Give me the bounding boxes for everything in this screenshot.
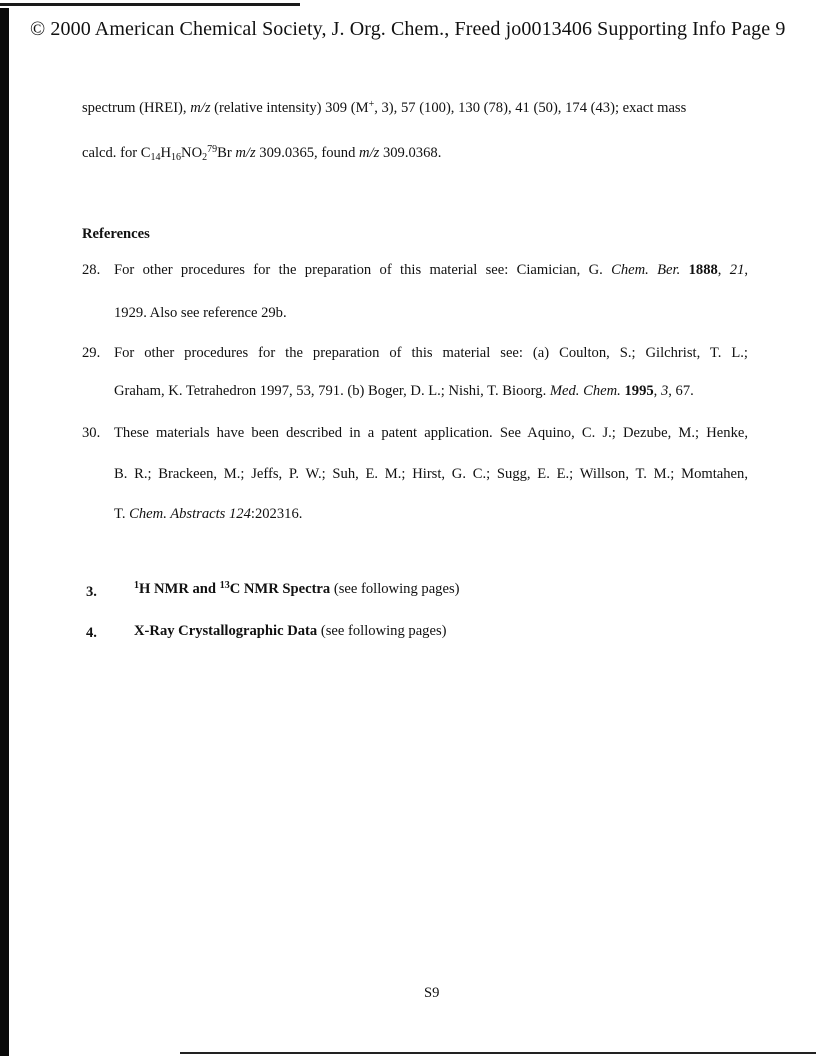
spectrum-line-1: [82, 100, 686, 117]
section-number: 3.: [86, 584, 97, 600]
text-run: These materials have been described in a patent application. See Aquino, C. J.; Dezube, M.; Henke,: [114, 425, 748, 441]
year-bold: 1888: [688, 262, 718, 278]
text-run: (relative intensity) 309 (M: [210, 100, 369, 116]
scan-bottom-edge: [180, 1052, 816, 1054]
text-run: 309.0368.: [379, 145, 442, 161]
reference-number: 29.: [82, 345, 101, 361]
superscript: 1: [134, 580, 139, 591]
reference-30-line-1: [114, 425, 748, 442]
superscript: 79: [207, 144, 218, 155]
text-run: T.: [114, 506, 130, 522]
journal-italic: Chem. Ber.: [611, 262, 681, 278]
text-run: , 67.: [668, 383, 694, 399]
text-run: :202316.: [250, 506, 303, 522]
journal-italic: Med. Chem.: [549, 383, 621, 399]
references-heading: References: [82, 226, 150, 242]
mz-italic: m/z: [190, 100, 211, 116]
year-bold: 1995: [624, 383, 654, 399]
text-run: Graham, K. Tetrahedron 1997, 53, 791. (b) Boger, D. L.; Nishi, T. Bioorg.: [114, 383, 550, 399]
text-run: 309.0365, found: [255, 145, 360, 161]
text-run: NO: [181, 145, 203, 161]
text-run: ,: [744, 262, 749, 278]
subscript: 16: [171, 152, 182, 163]
section-number: 4.: [86, 625, 97, 641]
text-run: C NMR Spectra: [229, 581, 331, 597]
reference-30-line-3: [114, 506, 302, 523]
mz-italic: m/z: [235, 145, 256, 161]
text-run: X-Ray Crystallographic Data: [134, 623, 318, 639]
scan-top-edge: [0, 0, 816, 9]
journal-italic: Chem. Abstracts 124: [129, 506, 251, 522]
reference-number: 28.: [82, 262, 101, 278]
text-run: H: [160, 145, 172, 161]
reference-30-line-2: [114, 466, 748, 483]
volume-italic: 3: [660, 383, 669, 399]
page-number: S9: [424, 985, 440, 1001]
spectrum-line-2: [82, 145, 441, 162]
subscript: 14: [150, 152, 161, 163]
text-run: For other procedures for the preparation of this material see: (a) Coulton, S.; Gilchrist, T. L.;: [114, 345, 748, 361]
reference-number: 30.: [82, 425, 101, 441]
scan-left-edge: [0, 8, 9, 1056]
reference-28-line-2: 1929. Also see reference 29b.: [114, 305, 287, 321]
section-4-title: [134, 623, 447, 640]
mz-italic: m/z: [359, 145, 380, 161]
subscript: 2: [202, 152, 208, 163]
text-run: For other procedures for the preparation of this material see: Ciamician, G.: [114, 262, 612, 278]
reference-29-line-2: [114, 383, 694, 400]
text-run: B. R.; Brackeen, M.; Jeffs, P. W.; Suh, E. M.; Hirst, G. C.; Sugg, E. E.; Willson, T. M.; Momtahen,: [114, 466, 748, 482]
text-run: (see following pages): [330, 581, 460, 597]
text-run: (see following pages): [317, 623, 447, 639]
section-3-title: [134, 581, 459, 598]
text-run: , 3), 57 (100), 130 (78), 41 (50), 174 (43); exact mass: [374, 100, 687, 116]
text-run: ,: [653, 383, 661, 399]
volume-italic: 21: [729, 262, 745, 278]
superscript: 13: [219, 580, 230, 591]
superscript: +: [368, 99, 375, 110]
text-run: spectrum (HREI),: [82, 100, 191, 116]
text-run: calcd. for C: [82, 145, 151, 161]
text-run: Br: [217, 145, 236, 161]
text-run: ,: [717, 262, 730, 278]
page-header: © 2000 American Chemical Society, J. Org. Chem., Freed jo0013406 Supporting Info Page 9: [30, 18, 786, 40]
reference-28-line-1: [114, 262, 748, 279]
text-run: H NMR and: [139, 581, 220, 597]
reference-29-line-1: [114, 345, 748, 362]
